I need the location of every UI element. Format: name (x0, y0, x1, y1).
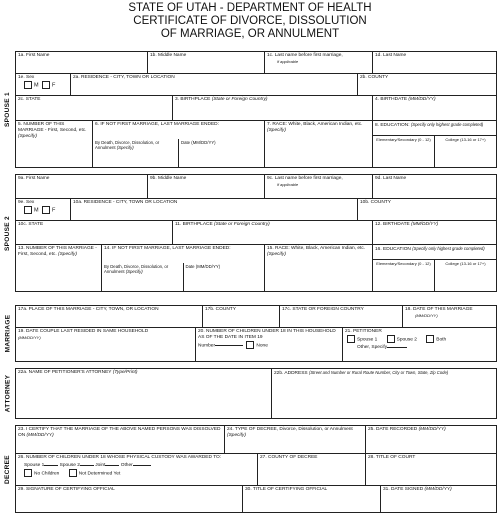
field-16-education: 16. EDUCATION (Specify only highest grade completed) Elementary/Secondary (0 - 12) College (13-16 or 17+) (373, 245, 496, 291)
attorney-section (15, 368, 497, 419)
field-17b-county[interactable]: 17b. COUNTY (203, 306, 280, 328)
section-label-decree: DECREE (4, 454, 12, 484)
field-20-children-household: 20. NUMBER OF CHILDREN UNDER 18 IN THIS HOUSEHOLD AS OF THE DATE IN ITEM 19 Number None (196, 328, 343, 361)
field-22a-attorney-name[interactable]: 22a. NAME OF PETITIONER'S ATTORNEY (Type/Print) (16, 369, 272, 418)
checkbox-spouse1-male[interactable] (24, 81, 32, 89)
field-9c-last-name-before[interactable]: 9c. Last name before first marriage, if applicable (265, 175, 373, 199)
field-10b-county[interactable]: 10b. COUNTY (358, 199, 496, 221)
checkbox-26-not-determined[interactable] (69, 469, 77, 477)
checkbox-21-both[interactable] (426, 335, 434, 343)
checkbox-21-spouse1[interactable] (347, 335, 355, 343)
field-31-date-signed[interactable]: 31. DATE SIGNED (MM/DD/YY) (383, 487, 452, 492)
field-12-birthdate[interactable]: 12. BIRTHDATE (MM/DD/YY) (373, 221, 496, 245)
checkbox-21-spouse2[interactable] (387, 335, 395, 343)
field-6-ended-by[interactable]: By Death, Divorce, Dissolution, or Annulment (Specify) (93, 139, 179, 167)
marriage-section (15, 305, 497, 362)
field-6-last-marriage-ended: 6. IF NOT FIRST MARRIAGE, LAST MARRIAGE ENDED: By Death, Divorce, Dissolution, or Annulment (Specify) Date (MM/DD/YY) (93, 121, 265, 167)
field-9a-first-name[interactable]: 9a. First Name (16, 175, 148, 199)
field-25-date-recorded[interactable]: 25. DATE RECORDED (MM/DD/YY) (366, 426, 496, 454)
field-1c-last-name-before[interactable]: 1c. Last name before first marriage, if applicable (265, 52, 373, 74)
field-3-birthplace[interactable]: 3. BIRTHPLACE (State or Foreign Country) (173, 96, 373, 121)
field-29-signature[interactable]: 29. SIGNATURE OF CERTIFYING OFFICIAL (16, 486, 243, 512)
field-1e-sex: 1e. Sex M F (16, 74, 71, 96)
field-10c-state[interactable]: 10c. STATE (16, 221, 173, 245)
field-24-type-of-decree[interactable]: 24. TYPE OF DECREE, Divorce, Dissolution, or Annulment (Specify) (225, 426, 366, 454)
field-14-ended-by[interactable]: By Death, Divorce, Dissolution, or Annulment (Specify) (102, 263, 184, 291)
field-17a-place[interactable]: 17a. PLACE OF THIS MARRIAGE - CITY, TOWN, OR LOCATION (16, 306, 203, 328)
field-10a-residence[interactable]: 10a. RESIDENCE - CITY, TOWN OR LOCATION (71, 199, 358, 221)
form-title-line1: STATE OF UTAH - DEPARTMENT OF HEALTH (128, 2, 372, 14)
field-14-last-marriage-ended: 14. IF NOT FIRST MARRIAGE, LAST MARRIAGE ENDED: By Death, Divorce, Dissolution, or Annulment (Specify) Date (MM/DD/YY) (102, 245, 265, 291)
field-21-petitioner: 21. PETITIONER Spouse 1 Spouse 2 Both Other, Specify (345, 329, 447, 351)
field-1b-middle-name[interactable]: 1b. Middle Name (148, 52, 265, 74)
field-26-custody: 26. NUMBER OF CHILDREN UNDER 18 WHOSE PHYSICAL CUSTODY WAS AWARDED TO: Spouse 1 Spouse 2 Joint Other No Children Not Determined Yet (16, 454, 258, 486)
checkbox-spouse2-male[interactable] (24, 206, 32, 214)
section-label-attorney: ATTORNEY (4, 374, 11, 413)
field-7-race[interactable]: 7. RACE: White, Black, American Indian, etc. (Specify) (265, 121, 373, 167)
spouse1-section (15, 51, 497, 168)
field-5-marriage-number[interactable]: 5. NUMBER OF THIS MARRIAGE - First, Second, etc. (Specify) (16, 121, 93, 167)
field-1d-last-name[interactable]: 1d. Last Name (373, 52, 496, 74)
field-2a-residence[interactable]: 2a. RESIDENCE - CITY, TOWN OR LOCATION (71, 74, 358, 96)
section-label-spouse1: SPOUSE 1 (4, 92, 12, 127)
field-20-number-input[interactable] (215, 341, 243, 346)
checkbox-26-no-children[interactable] (24, 469, 32, 477)
field-9d-last-name[interactable]: 9d. Last Name (373, 175, 496, 199)
field-8-education: 8. EDUCATION: (Specify only highest grade completed) Elementary/Secondary (0 - 12) College (13-16 or 17+) (373, 121, 496, 167)
form-title-line2: CERTIFICATE OF DIVORCE, DISSOLUTION (133, 15, 367, 27)
checkbox-20-none[interactable] (246, 341, 254, 349)
checkbox-spouse2-female[interactable] (42, 206, 50, 214)
field-22b-attorney-address[interactable]: 22b. ADDRESS (Street and Number or Rural Route Number, City or Town, State, Zip Code) (274, 370, 449, 376)
spouse2-section (15, 174, 497, 292)
field-27-county-of-decree[interactable]: 27. COUNTY OF DECREE (258, 454, 366, 486)
field-1a-first-name[interactable]: 1a. First Name (16, 52, 148, 74)
field-19-date-last-resided[interactable]: 19. DATE COUPLE LAST RESIDED IN SAME HOUSEHOLD (MM/DD/YY) (16, 328, 196, 361)
form-title-line3: OF MARRIAGE, OR ANNULMENT (160, 28, 340, 40)
field-18-date-of-marriage[interactable]: 18. DATE OF THIS MARRIAGE (MM/DD/YY) (403, 306, 496, 328)
field-16-elementary[interactable]: Elementary/Secondary (0 - 12) (373, 260, 435, 291)
field-6-ended-date[interactable]: Date (MM/DD/YY) (181, 140, 216, 145)
field-21-other-input[interactable] (387, 343, 407, 348)
field-2b-county[interactable]: 2b. COUNTY (358, 74, 496, 96)
section-label-spouse2: SPOUSE 2 (4, 215, 12, 251)
field-28-title-of-court[interactable]: 28. TITLE OF COURT (366, 454, 496, 486)
field-8-college[interactable]: College (13-16 or 17+) (445, 137, 486, 142)
field-11-birthplace[interactable]: 11. BIRTHPLACE (State or Foreign Country) (173, 221, 373, 245)
field-9e-sex: 9e. Sex M F (16, 199, 71, 221)
field-15-race[interactable]: 15. RACE: White, Black, American Indian, etc. (Specify) (265, 245, 373, 291)
field-13-marriage-number[interactable]: 13. NUMBER OF THIS MARRIAGE - First, Second, etc. (Specify) (16, 245, 102, 291)
field-8-elementary[interactable]: Elementary/Secondary (0 - 12) (373, 136, 435, 167)
decree-section (15, 425, 497, 513)
checkbox-spouse1-female[interactable] (42, 81, 50, 89)
field-14-ended-date[interactable]: Date (MM/DD/YY) (185, 264, 221, 269)
field-30-official-title[interactable]: 30. TITLE OF CERTIFYING OFFICIAL (243, 486, 381, 512)
field-17c-state[interactable]: 17c. STATE OR FOREIGN COUNTRY (280, 306, 403, 328)
section-label-marriage: MARRIAGE (4, 314, 12, 353)
field-16-college[interactable]: College (13-16 or 17+) (445, 261, 486, 266)
field-23-dissolved-date[interactable]: 23. I CERTIFY THAT THE MARRIAGE OF THE ABOVE NAMED PERSONS WAS DISSOLVED ON (MM/DD/YY) (16, 426, 225, 454)
field-4-birthdate[interactable]: 4. BIRTHDATE (MM/DD/YY) (373, 96, 496, 121)
field-9b-middle-name[interactable]: 9b. Middle Name (148, 175, 265, 199)
field-2c-state[interactable]: 2c. STATE (16, 96, 173, 121)
